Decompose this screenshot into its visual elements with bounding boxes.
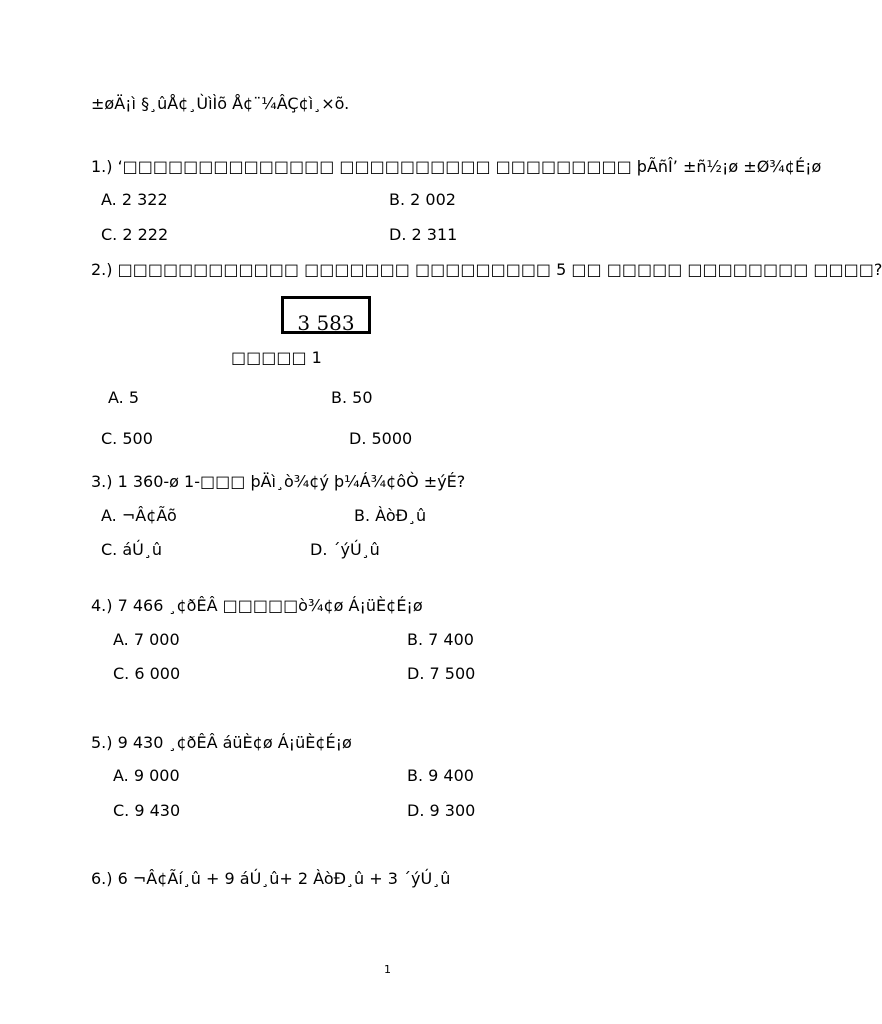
question-5-option-c: C. 9 430 [113, 801, 181, 820]
question-6-text: 6.) 6 ¬Â¢Ãí¸û + 9 áÚ¸û+ 2 ÀòÐ¸û + 3 ´ýÚ¸û [91, 869, 451, 888]
question-1-option-c: C. 2 222 [101, 225, 169, 244]
question-2-option-c: C. 500 [101, 429, 153, 448]
question-3-option-d: D. ´ýÚ¸û [310, 540, 380, 559]
question-5-option-b: B. 9 400 [407, 766, 474, 785]
question-3-text: 3.) 1 360-ø 1-□□□ þÄì¸ò¾¢ý þ¼Á¾¢ôÒ ±ýÉ? [91, 472, 466, 491]
question-5-option-d: D. 9 300 [407, 801, 476, 820]
question-2-option-b: B. 50 [331, 388, 373, 407]
question-2-option-d: D. 5000 [349, 429, 413, 448]
question-3-option-b: B. ÀòÐ¸û [354, 506, 427, 525]
question-1-option-a: A. 2 322 [101, 190, 168, 209]
question-2-text: 2.) □□□□□□□□□□□□ □□□□□□□ □□□□□□□□□ 5 □□ □□□□□ □□□□□□□□ □□□□? [91, 260, 882, 279]
question-4-option-c: C. 6 000 [113, 664, 181, 683]
question-4-option-d: D. 7 500 [407, 664, 476, 683]
instructions-heading: ±øÄ¡ì §¸ûÅ¢¸ÙìÌõ Å¢¨¼ÂÇ¢ì¸×õ. [91, 94, 350, 113]
question-1-option-b: B. 2 002 [389, 190, 456, 209]
page-number: 1 [384, 963, 391, 976]
question-3-option-a: A. ¬Â¢Ãõ [101, 506, 177, 525]
question-5-text: 5.) 9 430 ¸¢ðÊÂ áüÈ¢ø Á¡üÈ¢É¡ø [91, 733, 352, 752]
question-2-number: 3 583 [297, 311, 355, 335]
question-2-number-box [281, 296, 371, 334]
question-2-option-a: A. 5 [108, 388, 140, 407]
question-4-text: 4.) 7 466 ¸¢ðÊÂ □□□□□ò¾¢ø Á¡üÈ¢É¡ø [91, 596, 423, 615]
question-1-option-d: D. 2 311 [389, 225, 458, 244]
question-1-text: 1.) ‘□□□□□□□□□□□□□□ □□□□□□□□□□ □□□□□□□□□ þÃñÎ’ ±ñ½¡ø ±Ø¾¢É¡ø [91, 157, 822, 176]
question-5-option-a: A. 9 000 [113, 766, 180, 785]
question-2-caption: □□□□□ 1 [231, 348, 322, 367]
question-3-option-c: C. áÚ¸û [101, 540, 162, 559]
question-4-option-b: B. 7 400 [407, 630, 474, 649]
question-4-option-a: A. 7 000 [113, 630, 180, 649]
